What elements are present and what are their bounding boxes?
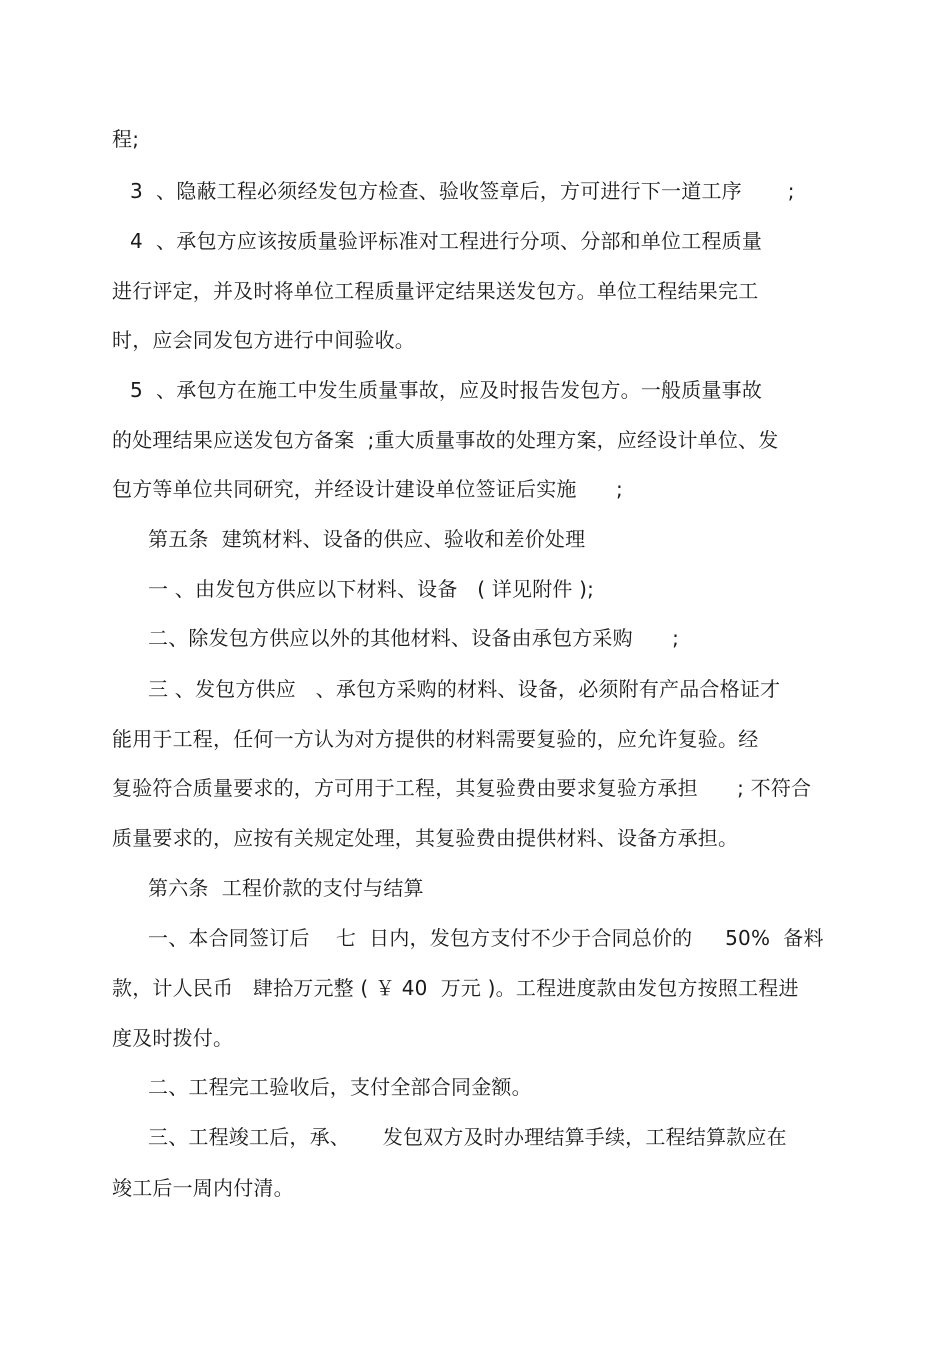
paragraph-line: 进行评定，并及时将单位工程质量评定结果送发包方。单位工程结果完工 <box>112 279 759 303</box>
paragraph-line: 一 、由发包方供应以下材料、设备 ( 详见附件 ); <box>148 577 595 601</box>
paragraph-line: 复验符合质量要求的，方可用于工程，其复验费由要求复验方承担 ; 不符合 <box>112 776 812 800</box>
section-heading: 第五条 建筑材料、设备的供应、验收和差价处理 <box>148 527 586 551</box>
paragraph-line: 竣工后一周内付清。 <box>112 1176 294 1200</box>
paragraph-line: 二、工程完工验收后，支付全部合同金额。 <box>148 1075 532 1099</box>
paragraph-line: 度及时拨付。 <box>112 1026 234 1050</box>
paragraph-line: 4 、承包方应该按质量验评标准对工程进行分项、分部和单位工程质量 <box>130 229 763 253</box>
paragraph-line: 三 、发包方供应 、承包方采购的材料、设备，必须附有产品合格证才 <box>148 677 781 701</box>
paragraph-line: 时，应会同发包方进行中间验收。 <box>112 328 415 352</box>
paragraph-line: 程; <box>112 127 140 151</box>
paragraph-line: 二、除发包方供应以外的其他材料、设备由承包方采购 ; <box>148 626 680 650</box>
paragraph-line: 能用于工程，任何一方认为对方提供的材料需要复验的，应允许复验。经 <box>112 727 759 751</box>
paragraph-line: 三、工程竣工后，承、 发包双方及时办理结算手续，工程结算款应在 <box>148 1125 787 1149</box>
paragraph-line: 包方等单位共同研究，并经设计建设单位签证后实施 ; <box>112 477 623 501</box>
paragraph-line: 3 、隐蔽工程必须经发包方检查、验收签章后，方可进行下一道工序 ; <box>130 179 795 203</box>
paragraph-line: 质量要求的，应按有关规定处理，其复验费由提供材料、设备方承担。 <box>112 826 739 850</box>
section-heading: 第六条 工程价款的支付与结算 <box>148 876 424 900</box>
paragraph-line: 的处理结果应送发包方备案 ;重大质量事故的处理方案，应经设计单位、发 <box>112 428 779 452</box>
paragraph-line: 款，计人民币 肆拾万元整 ( ￥ 40 万元 )。工程进度款由发包方按照工程进 <box>112 976 799 1000</box>
paragraph-line: 一、本合同签订后 七 日内，发包方支付不少于合同总价的 50% 备料 <box>148 926 824 950</box>
paragraph-line: 5 、承包方在施工中发生质量事故，应及时报告发包方。一般质量事故 <box>130 378 763 402</box>
